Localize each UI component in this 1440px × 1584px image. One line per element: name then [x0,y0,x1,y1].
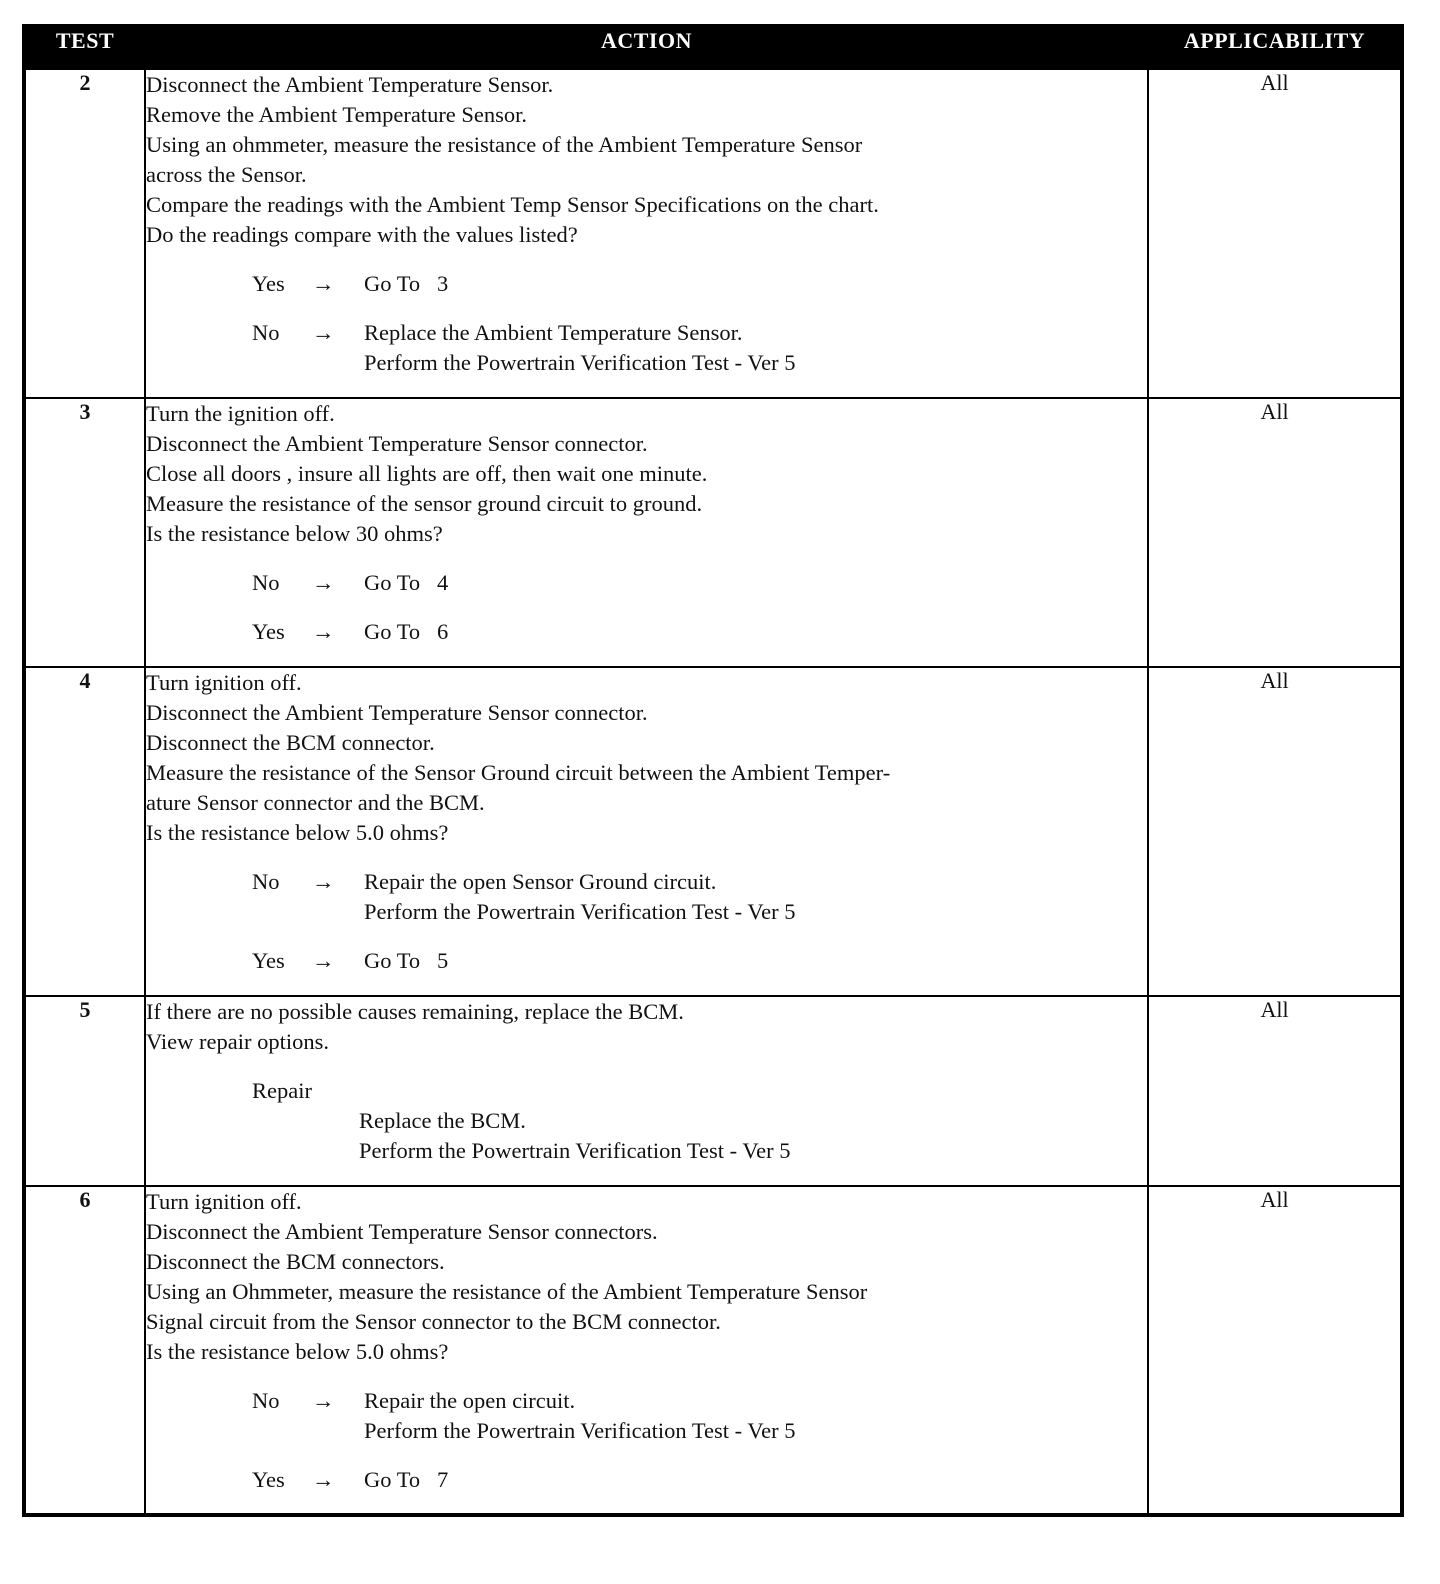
applicability-cell: All [1148,667,1402,996]
response-line: Perform the Powertrain Verification Test - Ver 5 [364,899,796,924]
test-number: 4 [24,667,145,996]
action-line: Remove the Ambient Temperature Sensor. [146,102,528,127]
action-line: Disconnect the Ambient Temperature Sensor. [146,72,554,97]
repair-line: Perform the Powertrain Verification Test - Ver 5 [359,1138,791,1163]
action-line: Measure the resistance of the sensor ground circuit to ground. [146,491,703,516]
response-key: No [252,869,280,894]
action-line: Measure the resistance of the Sensor Ground circuit between the Ambient Temper- [146,760,891,785]
repair-line: Replace the BCM. [359,1108,526,1133]
action-line: Do the readings compare with the values listed? [146,222,578,247]
test-number: 2 [24,69,145,398]
response-key: Yes [252,1467,285,1492]
response-line: Repair the open Sensor Ground circuit. [364,869,717,894]
response-result: Go To 7 [364,1467,449,1492]
response-option [252,568,1147,598]
arrow-icon: → [312,948,335,973]
table-row [24,69,1402,398]
action-line: Is the resistance below 5.0 ohms? [146,820,449,845]
applicability-cell: All [1148,398,1402,667]
response-option [252,1386,1147,1446]
action-line: Disconnect the BCM connectors. [146,1249,445,1274]
action-line: Disconnect the BCM connector. [146,730,435,755]
action-line: Is the resistance below 30 ohms? [146,521,443,546]
response-result [364,867,1147,927]
response-result: Go To 4 [364,570,449,595]
action-line: Close all doors , insure all lights are off, then wait one minute. [146,461,708,486]
table-row [24,1186,1402,1515]
arrow-icon: → [312,1388,335,1413]
action-line: Using an Ohmmeter, measure the resistance of the Ambient Temperature Sensor [146,1279,868,1304]
applicability-cell: All [1148,69,1402,398]
action-line: ature Sensor connector and the BCM. [146,790,485,815]
action-line: Compare the readings with the Ambient Temp Sensor Specifications on the chart. [146,192,879,217]
response-option [252,318,1147,378]
applicability-cell: All [1148,1186,1402,1515]
action-line: Disconnect the Ambient Temperature Sensor connectors. [146,1219,658,1244]
action-line: Disconnect the Ambient Temperature Sensor connector. [146,431,648,456]
response-line: Perform the Powertrain Verification Test - Ver 5 [364,350,796,375]
response-result: Go To 5 [364,948,449,973]
response-key: Yes [252,619,285,644]
action-line: Disconnect the Ambient Temperature Sensor connector. [146,700,648,725]
action-line: If there are no possible causes remaining, replace the BCM. [146,999,684,1024]
response-option [252,867,1147,927]
repair-label: Repair [252,1078,312,1103]
action-line: View repair options. [146,1029,329,1054]
action-line: Using an ohmmeter, measure the resistance of the Ambient Temperature Sensor [146,132,863,157]
arrow-icon: → [312,869,335,894]
header-test: TEST [24,26,145,69]
response-option [252,946,1147,976]
response-line: Repair the open circuit. [364,1388,576,1413]
test-number: 3 [24,398,145,667]
response-key: No [252,320,280,345]
response-result: Go To 3 [364,271,449,296]
response-key: No [252,570,280,595]
action-cell [145,69,1148,398]
response-key: Yes [252,948,285,973]
test-number: 5 [24,996,145,1186]
arrow-icon: → [312,271,335,296]
action-line: Turn ignition off. [146,1189,302,1214]
action-line: Turn the ignition off. [146,401,335,426]
table-row [24,996,1402,1186]
header-action: ACTION [145,26,1148,69]
action-line: across the Sensor. [146,162,307,187]
table-row [24,398,1402,667]
table-header-row [24,26,1402,69]
action-cell [145,667,1148,996]
header-applicability: APPLICABILITY [1148,26,1402,69]
response-option [252,1465,1147,1495]
action-cell [145,1186,1148,1515]
response-key: No [252,1388,280,1413]
response-result [364,1386,1147,1446]
response-line: Replace the Ambient Temperature Sensor. [364,320,743,345]
test-number: 6 [24,1186,145,1515]
action-cell [145,398,1148,667]
response-line: Perform the Powertrain Verification Test - Ver 5 [364,1418,796,1443]
arrow-icon: → [312,1467,335,1492]
table-row [24,667,1402,996]
action-line: Is the resistance below 5.0 ohms? [146,1339,449,1364]
action-line: Turn ignition off. [146,670,302,695]
response-key: Yes [252,271,285,296]
response-result: Go To 6 [364,619,449,644]
response-option [252,269,1147,299]
diagnostic-test-table [22,24,1404,1517]
response-option [252,617,1147,647]
applicability-cell: All [1148,996,1402,1186]
arrow-icon: → [312,320,335,345]
arrow-icon: → [312,619,335,644]
arrow-icon: → [312,570,335,595]
response-result [364,318,1147,378]
action-line: Signal circuit from the Sensor connector to the BCM connector. [146,1309,721,1334]
action-cell [145,996,1148,1186]
